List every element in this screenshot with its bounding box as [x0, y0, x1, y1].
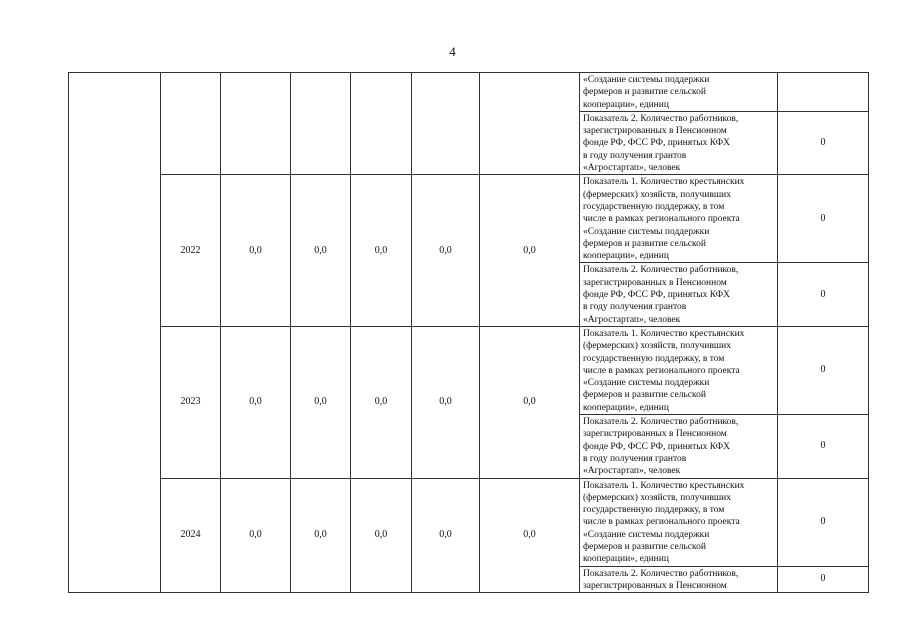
indicator-1-cell — [580, 73, 778, 112]
indicator-line: «Агростартап», человек — [583, 163, 681, 174]
value-cell — [412, 73, 480, 175]
indicator-line: (фермерских) хозяйств, получивших — [583, 341, 731, 352]
merged-first-column-cell — [69, 73, 161, 593]
indicator-1-value — [778, 73, 869, 112]
value-cell — [291, 73, 351, 175]
indicator-line: (фермерских) хозяйств, получивших — [583, 189, 731, 200]
indicator-2-cell — [580, 263, 778, 326]
indicator-line: государственную поддержку, в том — [583, 353, 725, 364]
indicator-line: в году получения грантов — [583, 302, 687, 313]
indicator-line: Показатель 2. Количество работников, — [583, 265, 739, 276]
indicator-line: числе в рамках регионального проекта — [583, 365, 740, 376]
indicator-line: Показатель 2. Количество работников, — [583, 417, 739, 428]
indicator-line: Показатель 1. Количество крестьянских — [583, 480, 745, 491]
indicator-line: зарегистрированных в Пенсионном — [583, 277, 727, 288]
value-cell: 0,0 — [480, 326, 580, 478]
indicator-line: фермеров и развитие сельской — [583, 390, 706, 401]
indicator-line: числе в рамках регионального проекта — [583, 517, 740, 528]
indicator-line: Показатель 2. Количество работников, — [583, 113, 739, 124]
indicators-table — [68, 72, 869, 593]
indicator-line: кооперации», единиц — [583, 554, 669, 565]
indicator-line: фермеров и развитие сельской — [583, 238, 706, 249]
value-cell: 0,0 — [480, 175, 580, 327]
value-cell: 0,0 — [351, 478, 412, 593]
indicator-2-value: 0 — [778, 263, 869, 326]
year-cell — [161, 73, 221, 175]
indicator-line: кооперации», единиц — [583, 402, 669, 413]
table-row — [69, 175, 869, 263]
indicator-1-cell — [580, 175, 778, 263]
indicator-2-value: 0 — [778, 566, 869, 593]
indicator-line: «Агростартап», человек — [583, 314, 681, 325]
value-cell — [480, 73, 580, 175]
indicator-line: Показатель 1. Количество крестьянских — [583, 328, 745, 339]
indicator-2-cell — [580, 415, 778, 478]
value-cell: 0,0 — [291, 326, 351, 478]
indicator-line: зарегистрированных в Пенсионном — [583, 429, 727, 440]
indicator-2-value: 0 — [778, 111, 869, 174]
indicator-line: зарегистрированных в Пенсионном — [583, 580, 727, 591]
indicator-line: фонде РФ, ФСС РФ, принятых КФХ — [583, 441, 731, 452]
page-number: 4 — [449, 44, 456, 59]
indicator-line: «Создание системы поддержки — [583, 378, 710, 389]
indicator-line: Показатель 2. Количество работников, — [583, 568, 739, 579]
value-cell: 0,0 — [221, 175, 291, 327]
indicator-line: в году получения грантов — [583, 453, 687, 464]
indicator-1-value: 0 — [778, 175, 869, 263]
indicator-line: в году получения грантов — [583, 150, 687, 161]
year-cell: 2022 — [161, 175, 221, 327]
table-row — [69, 73, 869, 112]
indicator-line: фермеров и развитие сельской — [583, 541, 706, 552]
indicator-line: государственную поддержку, в том — [583, 505, 725, 516]
value-cell: 0,0 — [221, 326, 291, 478]
value-cell: 0,0 — [412, 175, 480, 327]
indicator-line: зарегистрированных в Пенсионном — [583, 126, 727, 137]
indicator-line: фонде РФ, ФСС РФ, принятых КФХ — [583, 290, 731, 301]
indicator-1-cell — [580, 326, 778, 414]
indicator-1-value: 0 — [778, 478, 869, 566]
indicator-2-value: 0 — [778, 415, 869, 478]
indicator-line: фермеров и развитие сельской — [583, 87, 706, 98]
year-cell: 2024 — [161, 478, 221, 593]
value-cell: 0,0 — [412, 326, 480, 478]
value-cell: 0,0 — [351, 175, 412, 327]
value-cell: 0,0 — [291, 175, 351, 327]
indicator-line: «Создание системы поддержки — [583, 226, 710, 237]
indicator-line: числе в рамках регионального проекта — [583, 214, 740, 225]
value-cell: 0,0 — [351, 326, 412, 478]
indicator-line: «Создание системы поддержки — [583, 529, 710, 540]
indicator-line: «Агростартап», человек — [583, 466, 681, 477]
indicator-2-cell — [580, 111, 778, 174]
value-cell: 0,0 — [480, 478, 580, 593]
indicator-line: кооперации», единиц — [583, 99, 669, 110]
value-cell — [221, 73, 291, 175]
table-row — [69, 478, 869, 566]
value-cell: 0,0 — [291, 478, 351, 593]
value-cell: 0,0 — [221, 478, 291, 593]
indicator-line: Показатель 1. Количество крестьянских — [583, 177, 745, 188]
indicator-line: фонде РФ, ФСС РФ, принятых КФХ — [583, 138, 731, 149]
value-cell: 0,0 — [412, 478, 480, 593]
year-cell: 2023 — [161, 326, 221, 478]
table-row — [69, 326, 869, 414]
indicator-line: «Создание системы поддержки — [583, 75, 710, 85]
indicator-line: кооперации», единиц — [583, 251, 669, 262]
indicator-1-value: 0 — [778, 326, 869, 414]
indicator-line: (фермерских) хозяйств, получивших — [583, 492, 731, 503]
value-cell — [351, 73, 412, 175]
indicator-1-cell — [580, 478, 778, 566]
indicator-2-cell — [580, 566, 778, 593]
indicator-line: государственную поддержку, в том — [583, 201, 725, 212]
